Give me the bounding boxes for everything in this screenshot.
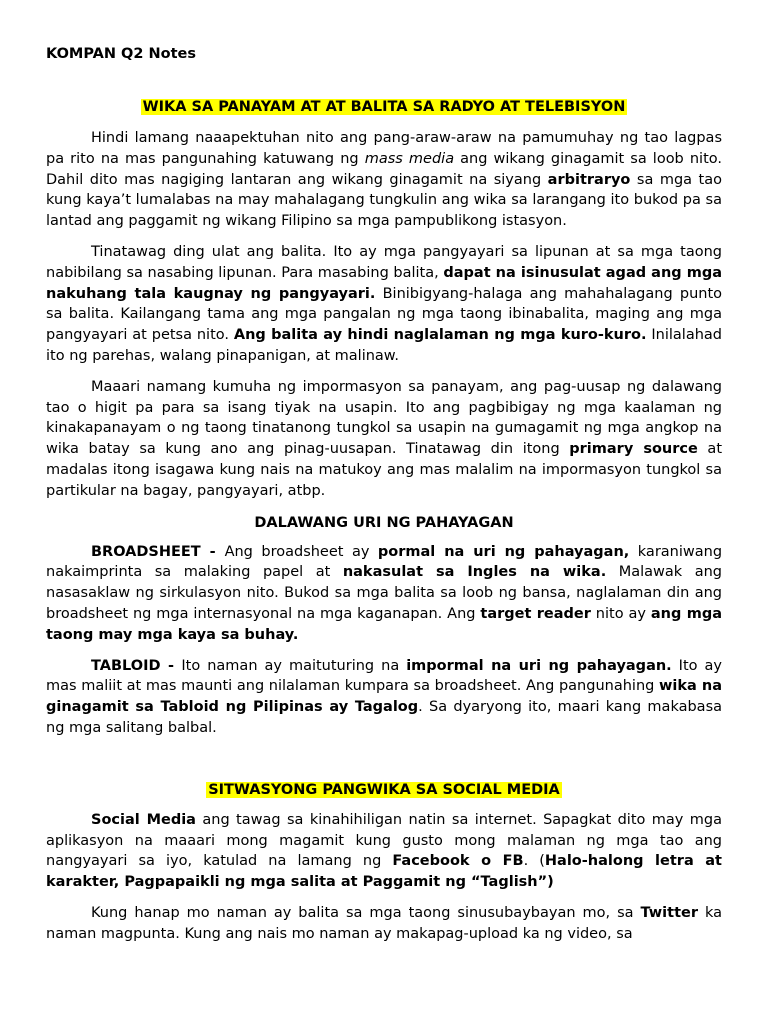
bold-text: ang mga taong may mga kaya sa buhay. xyxy=(46,605,722,643)
text-run: Kung hanap mo naman ay balita sa mga taong sinusubaybayan mo, sa xyxy=(91,904,641,921)
bold-text: wika na ginagamit sa Tabloid ng Pilipinas ay Tagalog xyxy=(46,678,722,716)
bold-text: dapat na isinusulat agad ang mga nakuhang tala kaugnay ng pangyayari. xyxy=(46,264,722,302)
text-run: karaniwang nakaimprinta sa malaking papel at xyxy=(46,543,723,581)
text-run: Maaari namang kumuha ng impormasyon sa panayam, ang pag-uusap ng dalawang tao o higit pa para sa isang tiyak na usapin. Ito ang pagbibigay ng mga kaalaman ng kinakapanayam o ng taong tinatanong tungkol sa usapin na gumagamit ng mga angkop na wika batay sa kung ano ang pinag-uusapan. Tinatawag din itong xyxy=(46,378,722,458)
document-title: KOMPAN Q2 Notes xyxy=(46,46,196,62)
section-heading-panayam-balita xyxy=(46,96,722,118)
text-run: . Sa dyaryong ito, maari kang makabasa ng mga salitang balbal. xyxy=(46,699,723,736)
text-run: ang wikang ginagamit sa loob nito. Dahil dito mas nagiging lantaran ang wikang ginagamit na siyang xyxy=(46,150,722,188)
bold-text: Twitter xyxy=(640,904,698,921)
text-run: Ito naman ay maituturing na xyxy=(181,657,407,674)
paragraph xyxy=(46,903,722,945)
text-run: nito ay xyxy=(590,605,651,622)
text-run: . ( xyxy=(523,853,545,870)
bold-text: nakasulat sa Ingles na wika. xyxy=(342,564,607,581)
paragraph xyxy=(46,128,722,232)
section-heading-text: DALAWANG URI NG PAHAYAGAN xyxy=(254,514,514,531)
bold-text: Facebook o FB xyxy=(392,853,524,870)
paragraph xyxy=(46,242,722,367)
bold-text: pormal na uri ng pahayagan, xyxy=(377,543,630,560)
bold-text: impormal na uri ng pahayagan. xyxy=(406,657,672,674)
text-run: ka naman magpunta. Kung ang nais mo naman ay makapag-upload ka ng video, sa xyxy=(46,904,722,942)
bold-text: target reader xyxy=(480,605,591,622)
text-run: ang tawag sa kinahihiligan natin sa internet. Sapagkat dito may mga aplikasyon na maaari mong magamit kung gusto mong malaman ng mga tao ang nangyayari sa iyo, katulad na lamang ng xyxy=(46,811,722,870)
text-run: Binibigyang-halaga ang mahahalagang punto sa balita. Kailangang tama ang mga pangalan ng mga taong ibinabalita, maging ang mga pangyayari at petsa nito. xyxy=(46,285,723,344)
text-run: Hindi lamang naaapektuhan nito ang pang-araw-araw na pamumuhay ng tao lagpas pa rito na mas pangunahing katuwang ng xyxy=(46,130,722,167)
text-run: Malawak ang nasasaklaw ng sirkulasyon nito. Bukod sa mga balita sa loob ng bansa, naglalaman din ang broadsheet ng mga internasyonal na mga kaganapan. Ang xyxy=(46,564,722,622)
text-run: sa mga tao kung kaya’t lumalabas na may mahalagang tungkulin ang wika sa larangang ito bukod pa sa lantad ang paggamit ng wikang Filipino sa mga pampublikong istasyon. xyxy=(46,171,722,230)
bold-text: arbitraryo xyxy=(547,171,631,188)
section-heading-pahayagan xyxy=(46,512,722,534)
text-run: Ang broadsheet ay xyxy=(224,543,378,560)
bold-text: TABLOID - xyxy=(91,657,182,674)
paragraph-tabloid xyxy=(46,656,722,739)
document-page xyxy=(46,40,722,945)
paragraph-broadsheet xyxy=(46,542,722,646)
text-run: Ito ay mas maliit at mas maunti ang nilalaman kumpara sa broadsheet. Ang pangunahing xyxy=(46,657,722,695)
text-run: Tinatawag ding ulat ang balita. Ito ay mga pangyayari sa lipunan at sa mga taong nabibilang sa nasabing lipunan. Para masabing balita, xyxy=(46,243,722,281)
paragraph xyxy=(46,810,722,893)
bold-text: Social Media xyxy=(91,811,196,828)
text-run: Inilalahad ito ng parehas, walang pinapanigan, at malinaw. xyxy=(46,327,722,364)
section-heading-text: WIKA SA PANAYAM AT AT BALITA SA RADYO AT TELEBISYON xyxy=(142,99,626,115)
text-run: at madalas itong isagawa kung nais na matukoy ang mas malalim na impormasyon tungkol sa partikular na bagay, pangyayari, atbp. xyxy=(46,441,723,499)
section-heading-text: SITWASYONG PANGWIKA SA SOCIAL MEDIA xyxy=(208,781,560,798)
bold-text: Halo-halong letra at karakter, Pagpapaikli ng mga salita at Paggamit ng “Taglish”) xyxy=(46,853,722,891)
section-heading-social-media xyxy=(46,779,722,801)
bold-text: primary source xyxy=(569,441,698,458)
italic-text: mass media xyxy=(364,150,455,167)
bold-text: BROADSHEET - xyxy=(91,543,225,560)
bold-text: Ang balita ay hindi naglalaman ng mga kuro-kuro. xyxy=(233,327,647,344)
paragraph xyxy=(46,377,722,502)
